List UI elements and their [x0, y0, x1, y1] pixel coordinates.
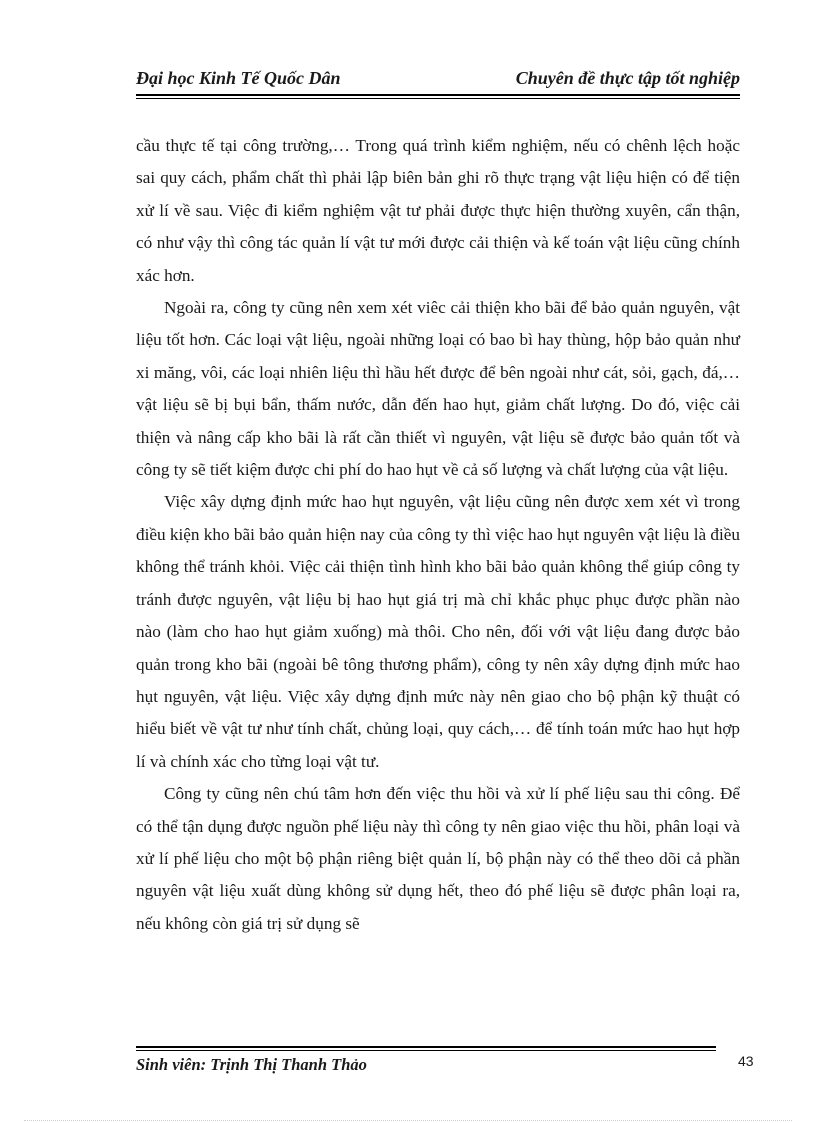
header-report-title: Chuyên đề thực tập tốt nghiệp [515, 68, 740, 88]
footer-student-name: Sinh viên: Trịnh Thị Thanh Thảo [136, 1055, 367, 1074]
header-divider [136, 94, 740, 99]
page-bottom-edge [24, 1120, 792, 1121]
paragraph: Ngoài ra, công ty cũng nên xem xét viêc cải thiện kho bãi để bảo quản nguyên, vật liệu tốt hơn. Các loại vật liệu, ngoài những loại có bao bì hay thùng, hộp bảo quản như xi măng, vôi, các loại nhiên liệu thì hầu hết được để bên ngoài như cát, sỏi, gạch, đá,… vật liệu sẽ bị bụi bẩn, thấm nước, dẫn đến hao hụt, giảm chất lượng. Do đó, việc cải thiện và nâng cấp kho bãi là rất cần thiết vì nguyên, vật liệu sẽ được bảo quản tốt và công ty sẽ tiết kiệm được chi phí do hao hụt về cả số lượng và chất lượng của vật liệu. [136, 298, 740, 480]
page-header [136, 68, 740, 89]
body-text [136, 130, 740, 940]
paragraph: Việc xây dựng định mức hao hụt nguyên, vật liệu cũng nên được xem xét vì trong điều kiện kho bãi bảo quản hiện nay của công ty thì việc hao hụt nguyên vật liệu là điều không thể tránh khỏi. Việc cải thiện tình hình kho bãi bảo quản không thể giúp công ty tránh được nguyên, vật liệu bị hao hụt giá trị mà chỉ khắc phục phục được phần nào nào (làm cho hao hụt giảm xuống) mà thôi. Cho nên, đối với vật liệu đang được bảo quản trong kho bãi (ngoài bê tông thương phẩm), công ty nên xây dựng định mức hao hụt nguyên, vật liệu. Việc xây dựng định mức này nên giao cho bộ phận kỹ thuật có hiểu biết về vật tư như tính chất, chủng loại, quy cách,… để tính toán mức hao hụt hợp lí và chính xác cho từng loại vật tư. [136, 492, 740, 771]
footer-divider [136, 1046, 716, 1051]
paragraph-continued: cầu thực tế tại công trường,… Trong quá trình kiểm nghiệm, nếu có chênh lệch hoặc sai quy cách, phẩm chất thì phải lập biên bản ghi rõ thực trạng vật liệu hiện có để tiện xử lí về sau. Việc đi kiểm nghiệm vật tư phải được thực hiện thường xuyên, cẩn thận, có như vậy thì công tác quản lí vật tư mới được cải thiện và kế toán vật liệu cũng chính xác hơn. [136, 136, 740, 285]
paragraph: Công ty cũng nên chú tâm hơn đến việc thu hồi và xử lí phế liệu sau thi công. Để có thể tận dụng được nguồn phế liệu này thì công ty nên giao việc thu hồi, phân loại và xử lí phế liệu cho một bộ phận riêng biệt quản lí, bộ phận này có thể theo dõi cả phần nguyên vật liệu xuất dùng không sử dụng hết, theo đó phế liệu sẽ được phân loại ra, nếu không còn giá trị sử dụng sẽ [136, 784, 740, 933]
page-number: 43 [738, 1053, 754, 1069]
header-university: Đại học Kinh Tế Quốc Dân [136, 68, 341, 88]
